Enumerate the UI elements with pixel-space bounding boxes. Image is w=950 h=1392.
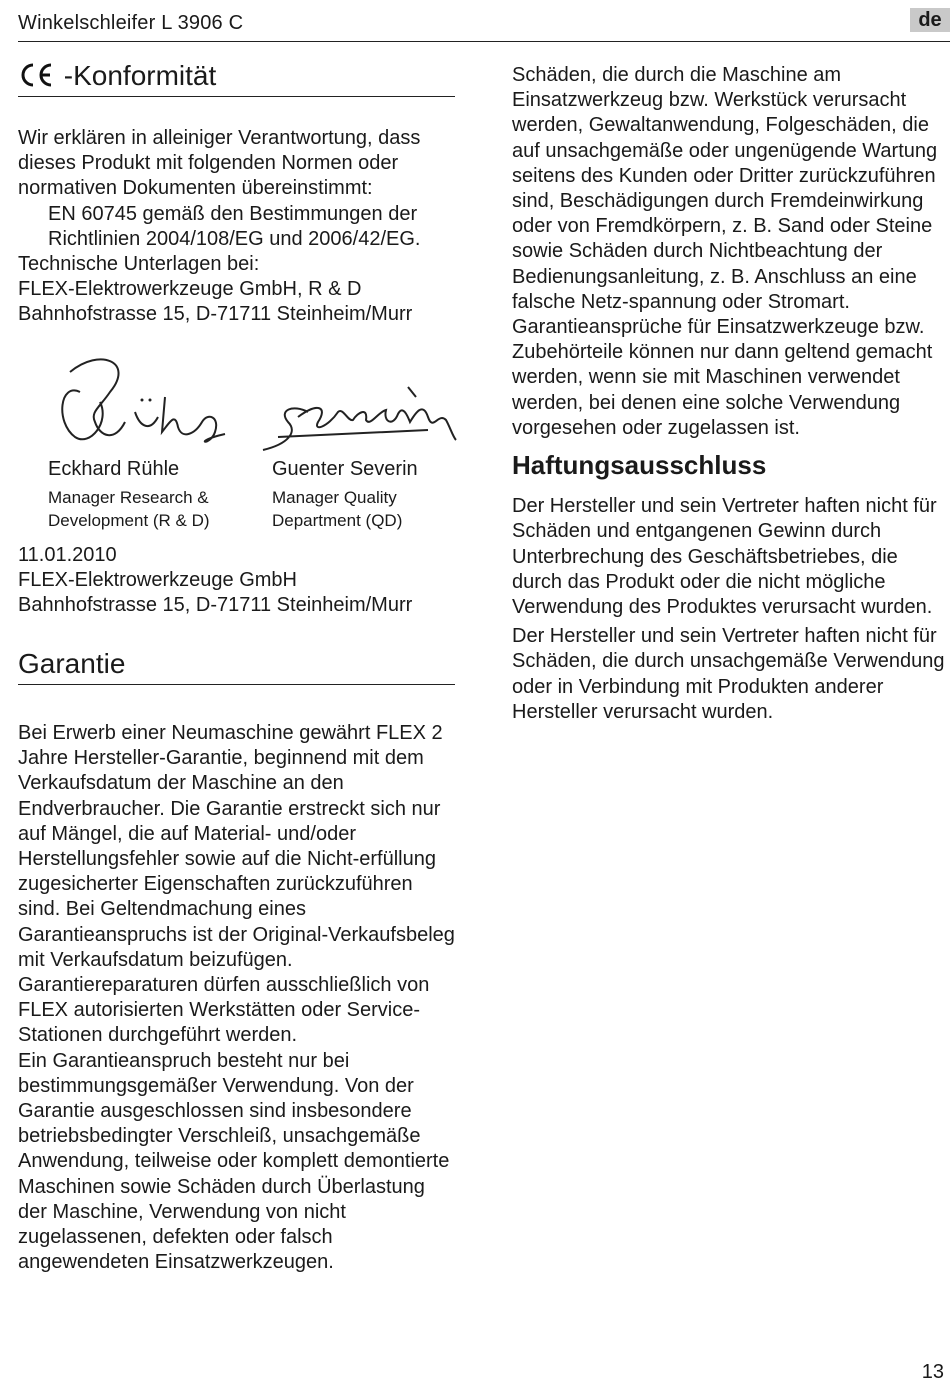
guarantee-continued: Schäden, die durch die Maschine am Einsatzwerkzeug bzw. Werkstück verursacht werden, Gewaltanwendung, Folgeschäden, die auf unsachgemäße oder ungenügende Wartung seitens des Kunden oder Dritter zurückzuführen sind, Beschädigungen durch Fremdeinwirkung oder von Fremdkörpern, z. B. Sand oder Steine sowie Schäden durch Nichtbeachtung der Bedienungsanleitung, z. B. Anschluss an eine falsche Netz-spannung oder Stromart. Garantieansprüche für Einsatzwerkzeuge bzw. Zubehörteile können nur dann geltend gemacht werden, wenn sie mit Maschinen verwendet werden, bei denen eine solche Verwendung vorgesehen oder zugelassen ist.	[512, 64, 938, 439]
guarantee-body	[18, 721, 455, 1275]
signatory-1-name: Eckhard Rühle	[48, 458, 180, 480]
document-title: Winkelschleifer L 3906 C	[18, 12, 244, 34]
signatory-1-role-line2: Development (R & D)	[48, 511, 210, 530]
signature-ruehle-icon	[40, 352, 230, 452]
conformity-norm: EN 60745 gemäß den Bestimmungen der Richtlinien 2004/108/EG und 2006/42/EG.	[48, 202, 421, 250]
signatory-2-role-line2: Department (QD)	[272, 511, 403, 530]
liability-para-1: Der Hersteller und sein Vertreter haften nicht für Schäden und entgangenen Gewinn durch Unterbrechung des Geschäftsbetriebes, die durch das Produkt oder die nicht mögliche Verwendung des Produktes verursacht wurden.	[512, 495, 937, 619]
technical-docs-label: Technische Unterlagen bei:	[18, 253, 260, 276]
right-column	[512, 63, 948, 725]
ce-mark-icon	[18, 60, 62, 91]
technical-docs-address: Bahnhofstrasse 15, D-71711 Steinheim/Murr	[18, 303, 413, 326]
conformity-heading	[18, 60, 455, 97]
signatory-1-role-line1: Manager Research &	[48, 488, 209, 507]
signatory-2-name: Guenter Severin	[272, 458, 418, 480]
signature-severin-icon	[258, 382, 458, 457]
issue-info	[18, 543, 455, 619]
guarantee-para-2: Ein Garantieanspruch besteht nur bei bestimmungsgemäßer Verwendung. Von der Garantie ausgeschlossen sind insbesondere betriebsbedingter Verschleiß, unsachgemäße Anwendung, teilweise oder komplett demontierte Maschinen sowie Schäden durch Überlastung der Maschine, Verwendung von nicht zugelassenen, defekten oder falsch angewendeten Einsatzwerkzeugen.	[18, 1049, 450, 1274]
page-number: 13	[921, 1361, 944, 1383]
language-badge: de	[910, 8, 950, 32]
conformity-body	[18, 126, 455, 328]
conformity-intro: Wir erklären in alleiniger Verantwortung, dass dieses Produkt mit folgenden Normen oder normativen Dokumenten übereinstimmt:	[18, 127, 421, 200]
signatory-2-role-line1: Manager Quality	[272, 488, 397, 507]
signature-block	[18, 352, 455, 542]
issue-date: 11.01.2010	[18, 544, 117, 566]
liability-para-2: Der Hersteller und sein Vertreter haften nicht für Schäden, die durch unsachgemäße Verwendung oder in Verbindung mit Produkten anderer Hersteller verursacht wurden.	[512, 625, 945, 723]
guarantee-heading	[18, 648, 455, 685]
liability-heading: Haftungsausschluss	[512, 450, 767, 481]
guarantee-para-1: Bei Erwerb einer Neumaschine gewährt FLEX 2 Jahre Hersteller-Garantie, beginnend mit dem Verkaufsdatum der Maschine an den Endverbraucher. Die Garantie erstreckt sich nur auf Mängel, die auf Material- und/oder Herstellungsfehler sowie auf die Nicht-erfüllung zugesicherter Eigenschaften zurückzuführen sind. Bei Geltendmachung eines Garantieanspruchs ist der Original-Verkaufsbeleg mit Verkaufsdatum beizufügen. Garantiereparaturen dürfen ausschließlich von FLEX autorisierten Werkstätten oder Service-Stationen durchgeführt werden.	[18, 722, 455, 1047]
issuer-company: FLEX-Elektrowerkzeuge GmbH	[18, 569, 297, 592]
conformity-heading-text: -Konformität	[63, 60, 217, 91]
technical-docs-company: FLEX-Elektrowerkzeuge GmbH, R & D	[18, 278, 362, 301]
issuer-address: Bahnhofstrasse 15, D-71711 Steinheim/Murr	[18, 594, 413, 617]
header-divider	[18, 41, 950, 42]
guarantee-heading-text: Garantie	[18, 648, 126, 679]
